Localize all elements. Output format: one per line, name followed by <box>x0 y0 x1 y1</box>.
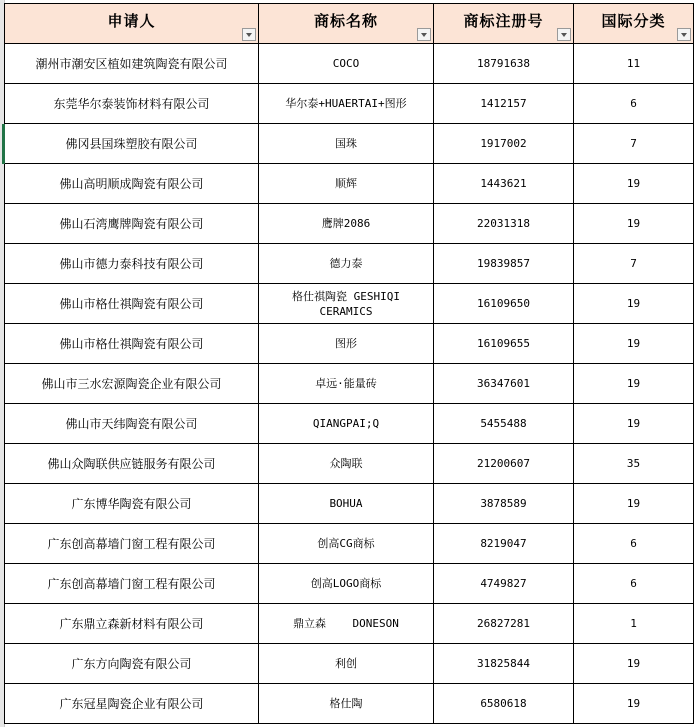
header-trademark-name: 商标名称 <box>259 4 434 44</box>
trademark-name-cell[interactable]: COCO <box>259 44 434 84</box>
applicant-cell[interactable]: 广东鼎立森新材料有限公司 <box>5 604 259 644</box>
registration-number-cell[interactable]: 16109650 <box>434 284 574 324</box>
class-cell[interactable]: 19 <box>574 324 694 364</box>
class-cell[interactable]: 19 <box>574 484 694 524</box>
applicant-cell[interactable]: 广东方向陶瓷有限公司 <box>5 644 259 684</box>
applicant-cell[interactable]: 佛山高明顺成陶瓷有限公司 <box>5 164 259 204</box>
applicant-cell[interactable]: 佛山市格仕祺陶瓷有限公司 <box>5 324 259 364</box>
trademark-name-cell[interactable]: 众陶联 <box>259 444 434 484</box>
trademark-name-cell[interactable]: 利创 <box>259 644 434 684</box>
applicant-cell[interactable]: 潮州市潮安区植如建筑陶瓷有限公司 <box>5 44 259 84</box>
table-row <box>5 364 694 404</box>
table-row <box>5 564 694 604</box>
header-registration-number: 商标注册号 <box>434 4 574 44</box>
registration-number-cell[interactable]: 36347601 <box>434 364 574 404</box>
trademark-name-cell[interactable]: 创高LOGO商标 <box>259 564 434 604</box>
applicant-cell[interactable]: 广东创高幕墙门窗工程有限公司 <box>5 564 259 604</box>
table-row <box>5 164 694 204</box>
class-cell[interactable]: 1 <box>574 604 694 644</box>
registration-number-cell[interactable]: 4749827 <box>434 564 574 604</box>
table-row <box>5 444 694 484</box>
header-international-class: 国际分类 <box>574 4 694 44</box>
trademark-name-cell[interactable]: 格仕陶 <box>259 684 434 724</box>
trademark-name-cell[interactable]: 格仕祺陶瓷 GESHIQI CERAMICS <box>259 284 434 324</box>
trademark-table <box>4 3 694 724</box>
trademark-name-cell[interactable]: 国珠 <box>259 124 434 164</box>
registration-number-cell[interactable]: 22031318 <box>434 204 574 244</box>
applicant-cell[interactable]: 佛山市德力泰科技有限公司 <box>5 244 259 284</box>
class-cell[interactable]: 7 <box>574 124 694 164</box>
class-cell[interactable]: 6 <box>574 524 694 564</box>
class-cell[interactable]: 19 <box>574 204 694 244</box>
registration-number-cell[interactable]: 6580618 <box>434 684 574 724</box>
registration-number-cell[interactable]: 8219047 <box>434 524 574 564</box>
applicant-cell[interactable]: 佛山市格仕祺陶瓷有限公司 <box>5 284 259 324</box>
table-row <box>5 124 694 164</box>
table-row <box>5 284 694 324</box>
table-row <box>5 484 694 524</box>
trademark-name-cell[interactable]: 德力泰 <box>259 244 434 284</box>
class-cell[interactable]: 11 <box>574 44 694 84</box>
table-row <box>5 524 694 564</box>
selected-cell-indicator <box>2 124 5 164</box>
class-cell[interactable]: 19 <box>574 684 694 724</box>
applicant-cell[interactable]: 广东冠星陶瓷企业有限公司 <box>5 684 259 724</box>
trademark-name-cell[interactable]: QIANGPAI;Q <box>259 404 434 444</box>
class-cell[interactable]: 19 <box>574 364 694 404</box>
filter-dropdown-icon[interactable] <box>677 28 691 41</box>
applicant-cell[interactable]: 广东创高幕墙门窗工程有限公司 <box>5 524 259 564</box>
table-row <box>5 324 694 364</box>
table-row <box>5 244 694 284</box>
class-cell[interactable]: 19 <box>574 404 694 444</box>
class-cell[interactable]: 19 <box>574 164 694 204</box>
trademark-name-cell[interactable]: 创高CG商标 <box>259 524 434 564</box>
table-row <box>5 204 694 244</box>
trademark-name-cell[interactable]: 华尔泰+HUAERTAI+图形 <box>259 84 434 124</box>
trademark-name-cell[interactable]: 鼎立森 DONESON <box>259 604 434 644</box>
class-cell[interactable]: 19 <box>574 644 694 684</box>
registration-number-cell[interactable]: 26827281 <box>434 604 574 644</box>
registration-number-cell[interactable]: 31825844 <box>434 644 574 684</box>
applicant-cell[interactable]: 佛山石湾鹰牌陶瓷有限公司 <box>5 204 259 244</box>
applicant-cell[interactable]: 佛冈县国珠塑胶有限公司 <box>5 124 259 164</box>
registration-number-cell[interactable]: 1917002 <box>434 124 574 164</box>
registration-number-cell[interactable]: 3878589 <box>434 484 574 524</box>
registration-number-cell[interactable]: 16109655 <box>434 324 574 364</box>
class-cell[interactable]: 19 <box>574 284 694 324</box>
filter-dropdown-icon[interactable] <box>242 28 256 41</box>
applicant-cell[interactable]: 佛山市三水宏源陶瓷企业有限公司 <box>5 364 259 404</box>
registration-number-cell[interactable]: 18791638 <box>434 44 574 84</box>
applicant-cell[interactable]: 广东博华陶瓷有限公司 <box>5 484 259 524</box>
registration-number-cell[interactable]: 19839857 <box>434 244 574 284</box>
table-row <box>5 404 694 444</box>
header-row <box>5 4 694 44</box>
registration-number-cell[interactable]: 1443621 <box>434 164 574 204</box>
table-row <box>5 84 694 124</box>
table-row <box>5 44 694 84</box>
filter-dropdown-icon[interactable] <box>417 28 431 41</box>
class-cell[interactable]: 6 <box>574 84 694 124</box>
table-row <box>5 644 694 684</box>
table-row <box>5 604 694 644</box>
trademark-name-cell[interactable]: 卓远·能量砖 <box>259 364 434 404</box>
trademark-name-cell[interactable]: BOHUA <box>259 484 434 524</box>
filter-dropdown-icon[interactable] <box>557 28 571 41</box>
trademark-name-cell[interactable]: 顺辉 <box>259 164 434 204</box>
class-cell[interactable]: 7 <box>574 244 694 284</box>
header-applicant: 申请人 <box>5 4 259 44</box>
trademark-name-cell[interactable]: 图形 <box>259 324 434 364</box>
applicant-cell[interactable]: 佛山众陶联供应链服务有限公司 <box>5 444 259 484</box>
applicant-cell[interactable]: 佛山市天纬陶瓷有限公司 <box>5 404 259 444</box>
trademark-name-cell[interactable]: 鹰牌2086 <box>259 204 434 244</box>
registration-number-cell[interactable]: 1412157 <box>434 84 574 124</box>
class-cell[interactable]: 6 <box>574 564 694 604</box>
table-row <box>5 684 694 724</box>
registration-number-cell[interactable]: 21200607 <box>434 444 574 484</box>
class-cell[interactable]: 35 <box>574 444 694 484</box>
applicant-cell[interactable]: 东莞华尔泰装饰材料有限公司 <box>5 84 259 124</box>
registration-number-cell[interactable]: 5455488 <box>434 404 574 444</box>
